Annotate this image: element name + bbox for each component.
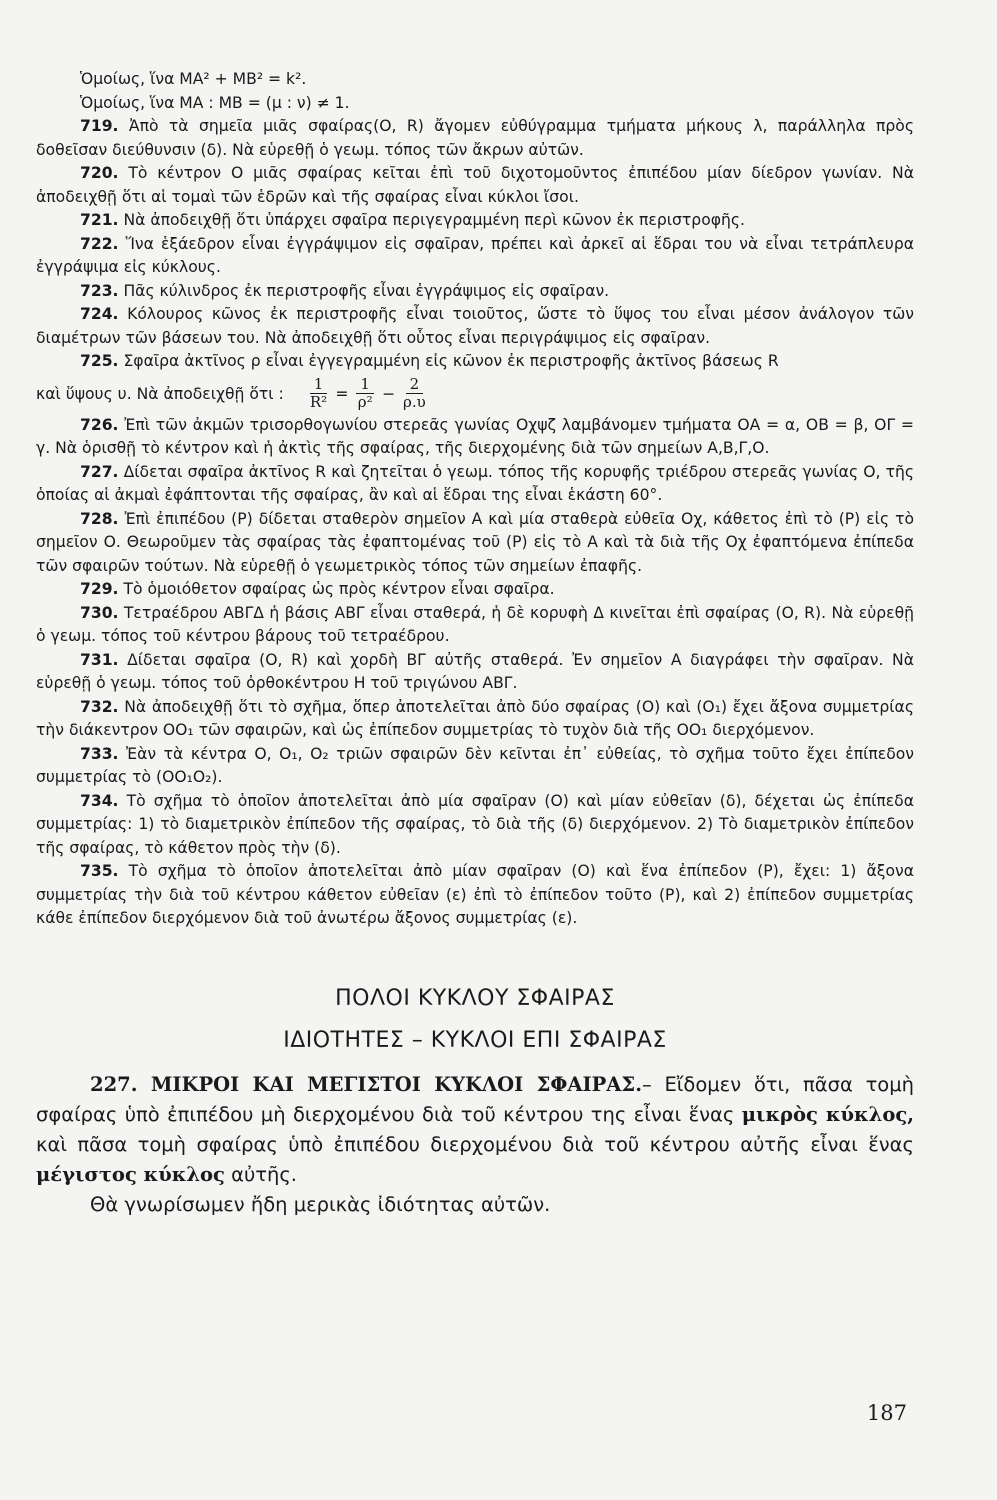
exercise-text: Πᾶς κύλινδρος ἐκ περιστροφῆς εἶναι ἐγγράψιμος εἰς σφαῖραν. bbox=[118, 281, 610, 300]
exercise-number: 721. bbox=[80, 211, 119, 229]
exercise-number: 722. bbox=[80, 234, 119, 253]
exercise-text: Τετραέδρου ΑΒΓΔ ἡ βάσις ΑΒΓ εἶναι σταθερά, ἡ δὲ κορυφὴ Δ κινεῖται ἐπὶ σφαίρας (Ο, R). Νὰ εὑρεθῇ ὁ γεωμ. τόπος τοῦ κέντρου βάρους τοῦ τετραέδρου. bbox=[36, 603, 914, 645]
exercise-text: Νὰ ἀποδειχθῇ ὅτι ὑπάρχει σφαῖρα περιγεγραμμένη περὶ κῶνον ἐκ περιστροφῆς. bbox=[118, 211, 746, 229]
numerator: 1 bbox=[356, 376, 374, 394]
exercise-text: Κόλουρος κῶνος ἐκ περιστροφῆς εἶναι τοιοῦτος, ὥστε τὸ ὕψος του εἶναι μέσον ἀνάλογον τῶν διαμέτρων τῶν βάσεων του. Νὰ ἀποδειχθῇ ὅτι οὗτος εἶναι περιγράψιμος εἰς σφαῖραν. bbox=[36, 305, 914, 347]
exercise-number: 719. bbox=[80, 117, 119, 135]
fraction-2-over-rho-u bbox=[403, 376, 426, 411]
exercise-722 bbox=[36, 233, 914, 280]
exercise-number: 727. bbox=[80, 462, 119, 481]
exercise-text: Ἐὰν τὰ κέντρα Ο, Ο₁, Ο₂ τριῶν σφαιρῶν δὲν κεῖνται ἐπ᾽ εὐθείας, τὸ σχῆμα τοῦτο ἔχει ἐπίπεδον συμμετρίας τὸ (ΟΟ₁Ο₂). bbox=[36, 744, 914, 786]
exercise-text: Ἵνα ἑξάεδρον εἶναι ἐγγράψιμον εἰς σφαῖραν, πρέπει καὶ ἀρκεῖ αἱ ἕδραι του νὰ εἶναι τετράπλευρα ἐγγράψιμα εἰς κύκλους. bbox=[36, 234, 914, 276]
bold-term: μικρὸς κύκλος, bbox=[741, 1102, 914, 1126]
exercise-number: 728. bbox=[80, 509, 119, 528]
denominator: ρ² bbox=[357, 393, 373, 411]
section-title: 227. ΜΙΚΡΟΙ ΚΑΙ ΜΕΓΙΣΤΟΙ ΚΥΚΛΟΙ ΣΦΑΙΡΑΣ. bbox=[90, 1072, 642, 1096]
text-line: Ὁμοίως, ἵνα ΜΑ : ΜΒ = (μ : ν) ≠ 1. bbox=[80, 93, 350, 112]
exercise-number: 724. bbox=[80, 305, 119, 323]
section-227-paragraph bbox=[36, 1070, 914, 1190]
exercise-text: Ἀπὸ τὰ σημεῖα μιᾶς σφαίρας(Ο, R) ἄγομεν εὐθύγραμμα τμήματα μήκους λ, παράλληλα πρὸς δοθεῖσαν διεύθυνσιν (δ). Νὰ εὑρεθῇ ὁ γεωμ. τόπος τῶν ἄκρων αὐτῶν. bbox=[36, 117, 914, 159]
section-heading: ΠΟΛΟΙ ΚΥΚΛΟΥ ΣΦΑΙΡΑΣ bbox=[335, 985, 615, 1011]
exercise-734 bbox=[36, 790, 914, 861]
exercise-724 bbox=[36, 303, 914, 350]
exercise-number: 731. bbox=[80, 650, 119, 669]
exercise-number: 734. bbox=[80, 791, 119, 810]
minus-sign: − bbox=[381, 384, 396, 403]
exercise-text: Σφαῖρα ἀκτῖνος ρ εἶναι ἐγγεγραμμένη εἰς κῶνον ἐκ περιστροφῆς ἀκτῖνος βάσεως R bbox=[118, 352, 779, 370]
exercise-text: Νὰ ἀποδειχθῇ ὅτι τὸ σχῆμα, ὅπερ ἀποτελεῖται ἀπὸ δύο σφαίρας (Ο) καὶ (Ο₁) ἔχει ἄξονα συμμετρίας τὴν διάκεντρον ΟΟ₁ τῶν σφαιρῶν, καὶ ὡς ἐπίπεδον συμμετρίας τὸ τυχὸν διὰ τῆς ΟΟ₁ διερχόμενον. bbox=[36, 697, 914, 739]
exercise-number: 730. bbox=[80, 603, 119, 622]
exercise-728 bbox=[36, 508, 914, 579]
exercise-number: 729. bbox=[80, 580, 119, 598]
exercise-723 bbox=[36, 280, 914, 304]
exercise-735 bbox=[36, 860, 914, 931]
exercise-727 bbox=[36, 461, 914, 508]
exercise-730 bbox=[36, 602, 914, 649]
exercise-text: Ἐπὶ τῶν ἀκμῶν τρισορθογωνίου στερεᾶς γωνίας Οχψζ λαμβάνομεν τμήματα ΟΑ = α, ΟΒ = β, ΟΓ = γ. Νὰ ὁρισθῇ τὸ κέντρον καὶ ἡ ἀκτὶς τῆς σφαίρας, τῆς διερχομένης διὰ τῶν σημείων Α,Β,Γ,Ο. bbox=[36, 415, 914, 457]
formula-intro: καὶ ὕψους υ. Νὰ ἀποδειχθῇ ὅτι : bbox=[36, 384, 284, 403]
exercise-number: 732. bbox=[80, 697, 119, 716]
text-line: Ὁμοίως, ἵνα ΜΑ² + ΜΒ² = k². bbox=[80, 70, 307, 88]
exercise-text: Τὸ κέντρον Ο μιᾶς σφαίρας κεῖται ἐπὶ τοῦ διχοτομοῦντος ἐπιπέδου μίαν δίεδρον γωνίαν. Νὰ ἀποδειχθῇ ὅτι αἱ τομαὶ τῶν ἑδρῶν καὶ τῆς σφαίρας εἶναι κύκλοι ἴσοι. bbox=[36, 164, 914, 206]
exercise-732 bbox=[36, 696, 914, 743]
exercise-721 bbox=[36, 209, 914, 233]
exercise-number: 735. bbox=[80, 862, 119, 880]
exercise-number: 733. bbox=[80, 744, 119, 763]
exercise-text: Τὸ ὁμοιόθετον σφαίρας ὡς πρὸς κέντρον εἶναι σφαῖρα. bbox=[118, 580, 555, 598]
exercise-726 bbox=[36, 414, 914, 461]
numerator: 1 bbox=[310, 376, 328, 394]
fraction-1-over-rho2 bbox=[356, 376, 374, 411]
exercise-number: 726. bbox=[80, 415, 119, 434]
exercise-text: Τὸ σχῆμα τὸ ὁποῖον ἀποτελεῖται ἀπὸ μία σφαῖραν (Ο) καὶ μίαν εὐθεῖαν (δ), δέχεται ὡς ἐπίπεδα συμμετρίας: 1) τὸ διαμετρικὸν ἐπίπεδον τῆς σφαίρας, τὸ διὰ τῆς (δ) διερχόμενον. 2) Τὸ διαμετρικὸν ἐπίπεδον τῆς σφαίρας, τὸ κάθετον πρὸς τὴν (δ). bbox=[36, 791, 914, 857]
equals-sign: = bbox=[335, 384, 349, 403]
exercise-719 bbox=[36, 115, 914, 162]
exercise-733 bbox=[36, 743, 914, 790]
exercise-731 bbox=[36, 649, 914, 696]
closing-paragraph: Θὰ γνωρίσωμεν ἤδη μερικὰς ἰδιότητας αὐτῶν. bbox=[90, 1192, 551, 1216]
page-content bbox=[36, 68, 914, 1220]
bold-term: μέγιστος κύκλος bbox=[36, 1162, 225, 1186]
exercise-729 bbox=[36, 578, 914, 602]
exercise-number: 725. bbox=[80, 352, 119, 370]
exercise-text: Ἐπὶ ἐπιπέδου (P) δίδεται σταθερὸν σημεῖον Α καὶ μία σταθερὰ εὐθεῖα Οχ, κάθετος ἐπὶ τὸ (P) εἰς τὸ σημεῖον Ο. Θεωροῦμεν τὰς σφαίρας τὰς ἐφαπτομένας τοῦ (P) εἰς τὸ Α καὶ τὰ διὰ τῆς Οχ ἐφαπτόμενα ἐπίπεδα τῶν σφαιρῶν τούτων. Νὰ εὑρεθῇ ὁ γεωμετρικὸς τόπος τῶν σημείων ἐπαφῆς. bbox=[36, 509, 914, 575]
paragraph-text: – Εἴδομεν ὅτι, πᾶσα τομὴ σφαίρας ὑπὸ ἐπιπέδου μὴ διερχομένου διὰ τοῦ κέντρου της εἶναι ἕνας bbox=[36, 1072, 914, 1126]
exercise-number: 720. bbox=[80, 164, 119, 182]
exercise-text: Τὸ σχῆμα τὸ ὁποῖον ἀποτελεῖται ἀπὸ μίαν σφαῖραν (Ο) καὶ ἕνα ἐπίπεδον (P), ἔχει: 1) ἄξονα συμμετρίας τὴν διὰ τοῦ κέντρου κάθετον εὐθεῖαν (ε) ἐπὶ τὸ ἐπίπεδον τοῦτο (P), καὶ 2) ἐπίπεδον συμμετρίας κάθε ἐπίπεδον διερχόμενον διὰ τοῦ ἀνωτέρω ἄξονος συμμετρίας (ε). bbox=[36, 862, 914, 927]
fraction-1-over-R2 bbox=[310, 376, 328, 411]
exercise-text: Δίδεται σφαῖρα (Ο, R) καὶ χορδὴ ΒΓ αὐτῆς σταθερά. Ἐν σημεῖον Α διαγράφει τὴν σφαῖραν. Νὰ εὑρεθῇ ὁ γεωμ. τόπος τοῦ ὀρθοκέντρου Η τοῦ τριγώνου ΑΒΓ. bbox=[36, 650, 914, 692]
section-subheading: ΙΔΙΟΤΗΤΕΣ – ΚΥΚΛΟΙ ΕΠΙ ΣΦΑΙΡΑΣ bbox=[283, 1027, 667, 1053]
exercise-725 bbox=[36, 350, 914, 374]
numerator: 2 bbox=[406, 376, 424, 394]
exercise-725-formula bbox=[36, 374, 914, 414]
paragraph-text: αὐτῆς. bbox=[224, 1162, 297, 1186]
paragraph-text: καὶ πᾶσα τομὴ σφαίρας ὑπὸ ἐπιπέδου διερχομένου διὰ τοῦ κέντρου αὐτῆς εἶναι ἕνας bbox=[36, 1132, 914, 1156]
exercise-720 bbox=[36, 162, 914, 209]
exercise-text: Δίδεται σφαῖρα ἀκτῖνος R καὶ ζητεῖται ὁ γεωμ. τόπος τῆς κορυφῆς τριέδρου στερεᾶς γωνίας Ο, τῆς ὁποίας αἱ ἀκμαὶ ἐφάπτονται τῆς σφαίρας, ἂν καὶ αἱ ἕδραι της εἶναι ἑκάστη 60°. bbox=[36, 462, 914, 504]
denominator: ρ.υ bbox=[403, 393, 426, 411]
exercise-number: 723. bbox=[80, 281, 119, 300]
denominator: R² bbox=[309, 393, 328, 411]
page-number: 187 bbox=[866, 1401, 907, 1425]
